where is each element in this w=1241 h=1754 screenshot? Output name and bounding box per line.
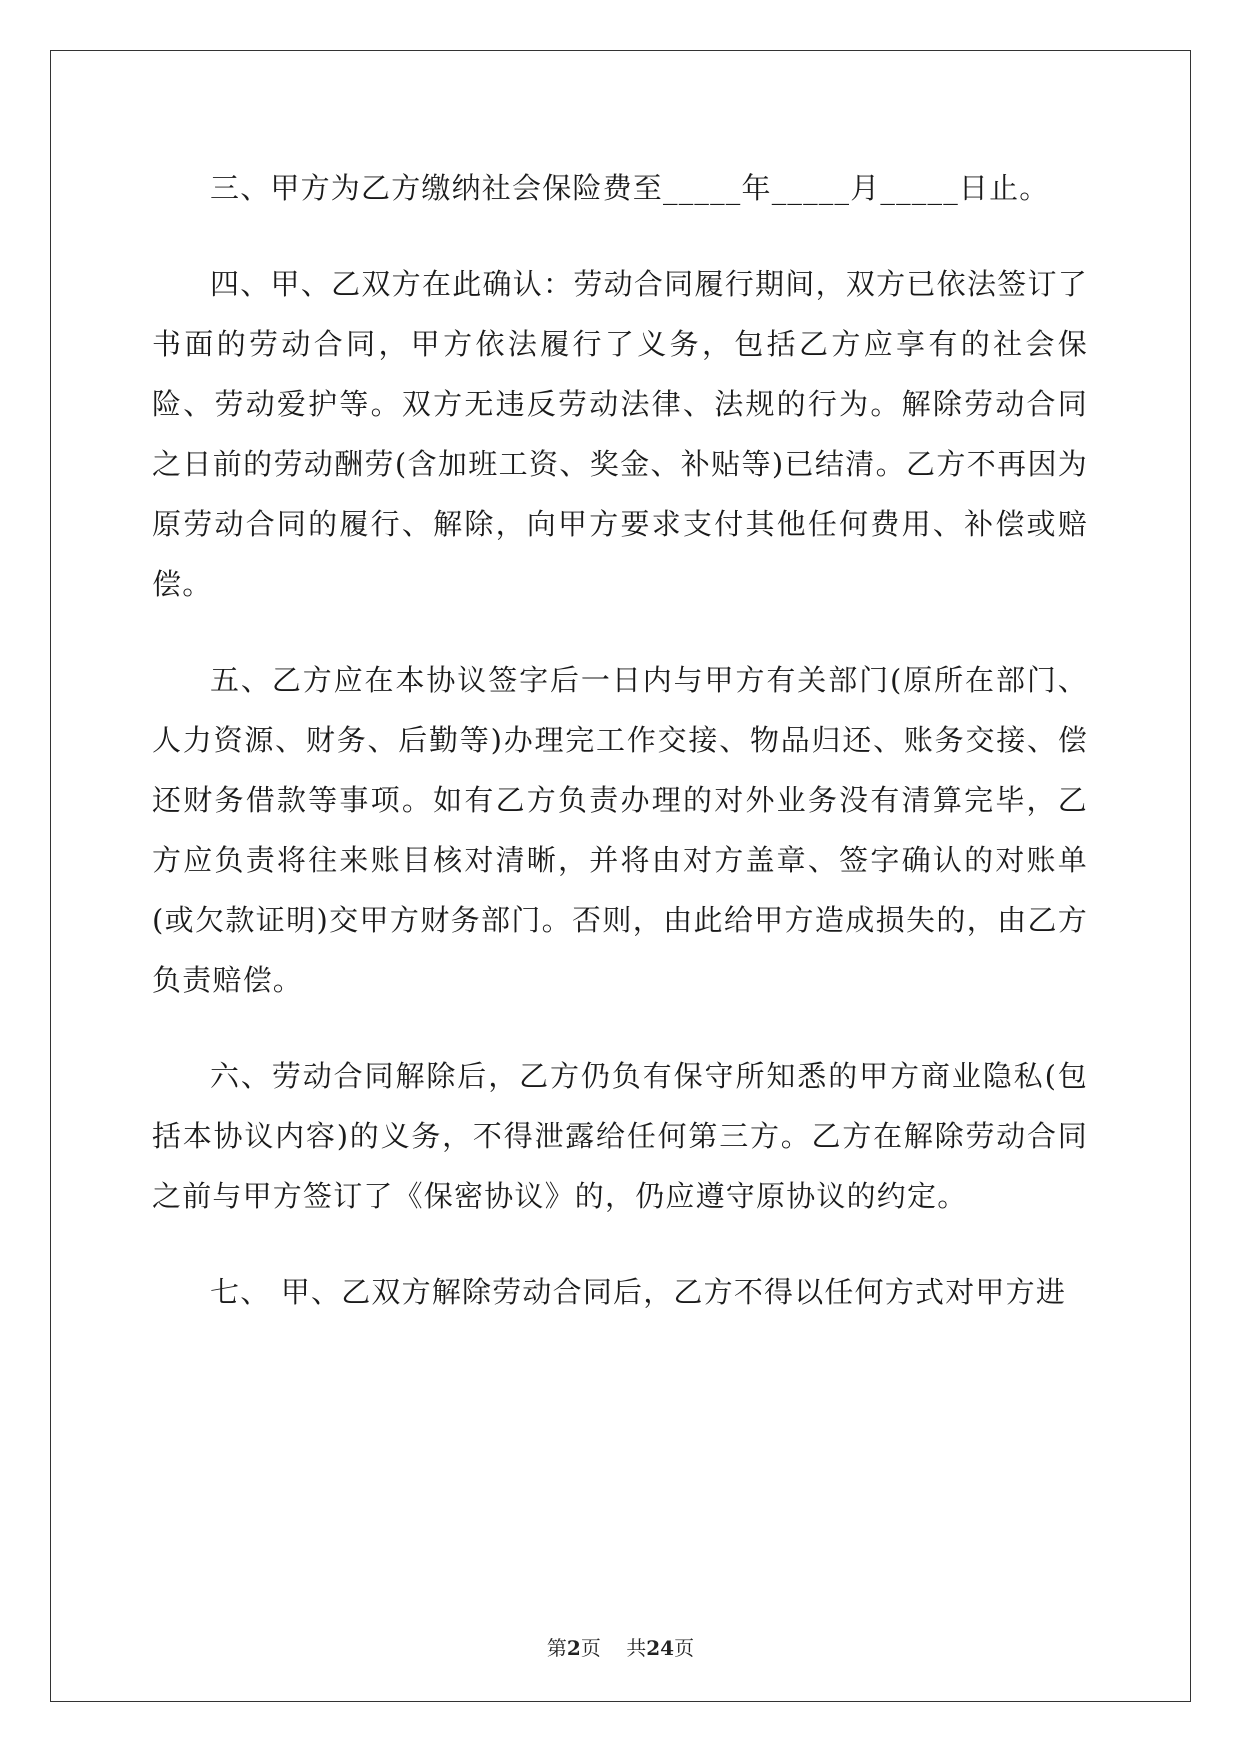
total-prefix: 共: [626, 1636, 647, 1660]
total-suffix: 页: [674, 1636, 695, 1660]
clause-5: 五、乙方应在本协议签字后一日内与甲方有关部门(原所在部门、人力资源、财务、后勤等)办理完工作交接、物品归还、账务交接、偿还财务借款等事项。如有乙方负责办理的对外业务没有清算完毕，乙方应负责将往来账目核对清晰，并将由对方盖章、签字确认的对账单(或欠款证明)交甲方财务部门。否则，由此给甲方造成损失的，由乙方负责赔偿。: [152, 663, 1088, 997]
page-footer: [0, 1632, 1241, 1661]
clause-3: 三、甲方为乙方缴纳社会保险费至_____年_____月_____日止。: [210, 171, 1050, 205]
clause-6: 六、劳动合同解除后，乙方仍负有保守所知悉的甲方商业隐私(包括本协议内容)的义务，不得泄露给任何第三方。乙方在解除劳动合同之前与甲方签订了《保密协议》的，仍应遵守原协议的约定。: [152, 1059, 1088, 1213]
page-suffix: 页: [580, 1636, 601, 1660]
page-prefix: 第: [546, 1636, 567, 1660]
clause-4: 四、甲、乙双方在此确认：劳动合同履行期间，双方已依法签订了书面的劳动合同，甲方依法履行了义务，包括乙方应享有的社会保险、劳动爱护等。双方无违反劳动法律、法规的行为。解除劳动合同之日前的劳动酬劳(含加班工资、奖金、补贴等)已结清。乙方不再因为原劳动合同的履行、解除，向甲方要求支付其他任何费用、补偿或赔偿。: [152, 267, 1088, 601]
document-body: [152, 158, 1088, 1358]
total-pages: 24: [646, 1636, 675, 1660]
clause-7: 七、 甲、乙双方解除劳动合同后，乙方不得以任何方式对甲方进: [210, 1275, 1067, 1309]
page-number: 2: [566, 1636, 581, 1660]
